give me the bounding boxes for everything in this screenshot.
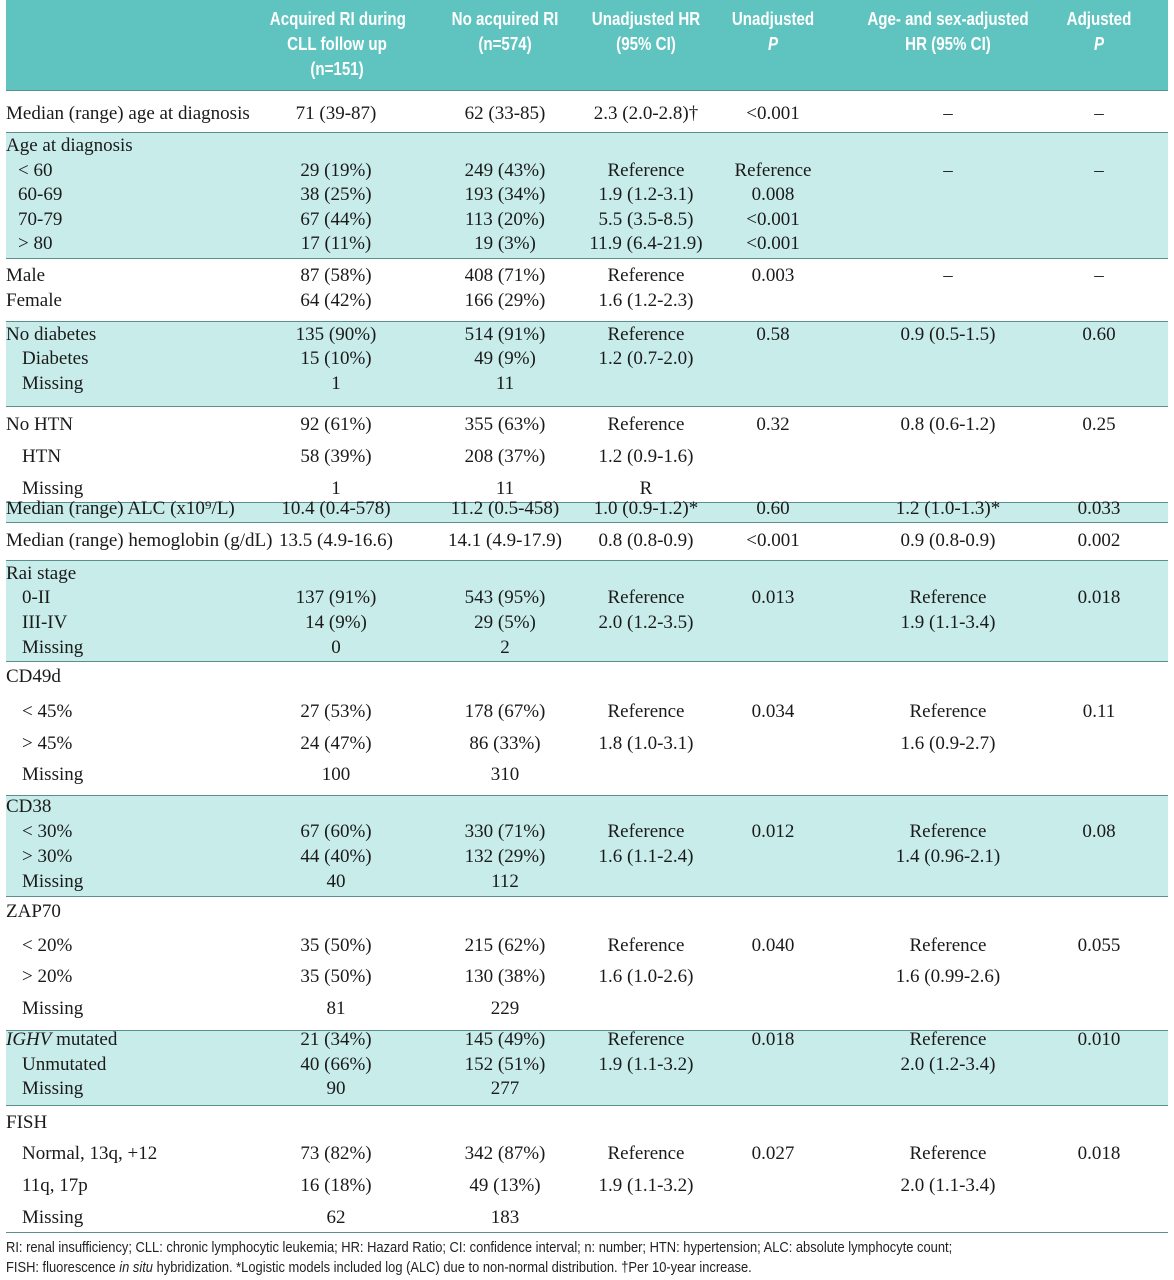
- table-cell: Reference: [607, 160, 685, 181]
- table-row: [6, 637, 1168, 659]
- table-row: [6, 998, 1168, 1020]
- row-label: > 80: [18, 233, 53, 254]
- row-label: CD49d: [6, 666, 61, 687]
- table-cell: 27 (53%): [300, 701, 372, 722]
- row-label: Missing: [22, 478, 84, 499]
- row-label: Missing: [22, 1207, 84, 1228]
- table-row: [6, 901, 1168, 923]
- table-cell: 0.027: [751, 1143, 795, 1164]
- footnote-line-1: RI: renal insufficiency; CLL: chronic lymphocytic leukemia; HR: Hazard Ratio; CI: confidence interval; n: number; HTN: hypertension; ALC: absolute lymphocyte count;: [6, 1239, 953, 1256]
- header-no-acquired-ri: No acquired RI (n=574): [451, 9, 559, 54]
- table-row: [6, 446, 1168, 468]
- table-cell: 71 (39-87): [295, 103, 377, 124]
- row-group: [6, 258, 1168, 322]
- row-label: Missing: [22, 871, 84, 892]
- table-cell: 0.60: [756, 498, 790, 519]
- table-cell: 38 (25%): [300, 184, 372, 205]
- table-cell: 17 (11%): [300, 233, 372, 254]
- row-label: No HTN: [6, 414, 74, 435]
- table-cell: 310: [490, 764, 520, 785]
- header-unadjusted-p: Unadjusted P: [731, 9, 815, 54]
- table-cell: 13.5 (4.9-16.6): [279, 530, 393, 551]
- table-cell: Reference: [734, 160, 812, 181]
- table-cell: 0.018: [1077, 587, 1121, 608]
- table-cell: Reference: [607, 821, 685, 842]
- table-cell: 183: [490, 1207, 520, 1228]
- row-label: 11q, 17p: [22, 1175, 88, 1196]
- row-group: [6, 896, 1168, 1031]
- table-header: [6, 0, 1168, 90]
- row-label: Diabetes: [22, 348, 89, 369]
- table-cell: 355 (63%): [464, 414, 546, 435]
- table-cell: 2.0 (1.2-3.5): [598, 612, 694, 633]
- row-group: [6, 1105, 1168, 1233]
- table-row: [6, 530, 1168, 552]
- table-cell: 2: [500, 637, 510, 658]
- table-cell: 1: [331, 478, 341, 499]
- row-label: < 20%: [22, 935, 73, 956]
- row-label: > 45%: [22, 733, 73, 754]
- table-cell: Reference: [607, 1143, 685, 1164]
- table-cell: –: [943, 103, 953, 124]
- table-cell: 543 (95%): [464, 587, 546, 608]
- table-cell: Reference: [909, 821, 987, 842]
- row-label: 60-69: [18, 184, 63, 205]
- row-group: [6, 522, 1168, 561]
- row-label: Female: [6, 290, 62, 311]
- table-cell: 178 (67%): [464, 701, 546, 722]
- table-cell: Reference: [607, 414, 685, 435]
- table-cell: 40: [326, 871, 346, 892]
- row-label: Missing: [22, 373, 84, 394]
- table-cell: Reference: [909, 701, 987, 722]
- table-cell: 62 (33-85): [464, 103, 546, 124]
- table-row: [6, 373, 1168, 395]
- table-row: [6, 324, 1168, 346]
- table-cell: Reference: [909, 1143, 987, 1164]
- row-label: Normal, 13q, +12: [22, 1143, 158, 1164]
- table-cell: 1.9 (1.1-3.2): [598, 1175, 694, 1196]
- row-group: [6, 661, 1168, 796]
- table-row: [6, 846, 1168, 868]
- table-cell: 1.9 (1.1-3.4): [900, 612, 996, 633]
- table-row: [6, 966, 1168, 988]
- table-cell: 0.32: [756, 414, 790, 435]
- table-cell: 58 (39%): [300, 446, 372, 467]
- table-row: [6, 1029, 1168, 1051]
- table-row: [6, 1143, 1168, 1165]
- table-cell: 64 (42%): [300, 290, 372, 311]
- table-cell: 49 (9%): [474, 348, 536, 369]
- table-cell: Reference: [607, 265, 685, 286]
- header-acquired-ri: Acquired RI during CLL follow up (n=151): [269, 9, 406, 79]
- table-cell: 81: [326, 998, 346, 1019]
- table-cell: 2.0 (1.2-3.4): [900, 1054, 996, 1075]
- header-adjusted-p: Adjusted P: [1066, 9, 1132, 54]
- table-cell: 0: [331, 637, 341, 658]
- table-cell: 1.6 (1.1-2.4): [598, 846, 694, 867]
- table-cell: 166 (29%): [464, 290, 546, 311]
- table-cell: 90: [326, 1078, 346, 1099]
- table-cell: 0.034: [751, 701, 795, 722]
- row-group: [6, 132, 1168, 259]
- table-cell: R: [639, 478, 653, 499]
- table-cell: 0.033: [1077, 498, 1121, 519]
- table-cell: 11: [495, 373, 515, 394]
- table-cell: 11.2 (0.5-458): [450, 498, 560, 519]
- table-cell: –: [1094, 265, 1104, 286]
- table-row: [6, 796, 1168, 818]
- row-label: < 30%: [22, 821, 73, 842]
- table-cell: 342 (87%): [464, 1143, 546, 1164]
- table-cell: 0.60: [1082, 324, 1116, 345]
- table-cell: 1.6 (0.99-2.6): [895, 966, 1001, 987]
- table-cell: 0.9 (0.8-0.9): [900, 530, 996, 551]
- table-cell: 21 (34%): [300, 1029, 372, 1050]
- table-cell: 0.08: [1082, 821, 1116, 842]
- table-cell: 208 (37%): [464, 446, 546, 467]
- table-row: [6, 1112, 1168, 1134]
- table-cell: 152 (51%): [464, 1054, 546, 1075]
- table-cell: 229: [490, 998, 520, 1019]
- table-cell: 100: [321, 764, 351, 785]
- table-cell: Reference: [909, 935, 987, 956]
- footnote-line-2: FISH: fluorescence in situ hybridization. *Logistic models included log (ALC) due to non-normal distribution. †Per 10-year increase.: [6, 1259, 752, 1276]
- table-cell: 1.6 (1.2-2.3): [598, 290, 694, 311]
- table-cell: 1.6 (0.9-2.7): [900, 733, 996, 754]
- table-cell: <0.001: [746, 209, 800, 230]
- row-label: < 45%: [22, 701, 73, 722]
- row-group: [6, 321, 1168, 407]
- table-cell: <0.001: [746, 530, 800, 551]
- table-cell: 145 (49%): [464, 1029, 546, 1050]
- table-cell: 1: [331, 373, 341, 394]
- table-cell: 130 (38%): [464, 966, 546, 987]
- table-cell: Reference: [909, 1029, 987, 1050]
- table-cell: –: [943, 160, 953, 181]
- table-row: [6, 1207, 1168, 1229]
- table-row: [6, 290, 1168, 312]
- header-unadjusted-hr: Unadjusted HR (95% CI): [591, 9, 701, 54]
- table-row: [6, 764, 1168, 786]
- table-cell: Reference: [607, 1029, 685, 1050]
- table-cell: 86 (33%): [469, 733, 541, 754]
- row-label: III-IV: [22, 612, 68, 633]
- table-cell: 0.9 (0.5-1.5): [900, 324, 996, 345]
- table-row: [6, 935, 1168, 957]
- table-cell: 514 (91%): [464, 324, 546, 345]
- table-cell: 0.010: [1077, 1029, 1121, 1050]
- table-row: [6, 871, 1168, 893]
- table-cell: 112: [491, 871, 519, 892]
- table-cell: 0.018: [751, 1029, 795, 1050]
- row-label: > 20%: [22, 966, 73, 987]
- table-row: [6, 733, 1168, 755]
- table-cell: 0.012: [751, 821, 795, 842]
- table-cell: <0.001: [746, 103, 800, 124]
- table-cell: 29 (19%): [300, 160, 372, 181]
- table-cell: 10.4 (0.4-578): [281, 498, 391, 519]
- row-label: 0-II: [22, 587, 51, 608]
- table-cell: 24 (47%): [300, 733, 372, 754]
- table-row: [6, 160, 1168, 182]
- table-row: [6, 587, 1168, 609]
- table-cell: 1.0 (0.9-1.2)*: [593, 498, 699, 519]
- table-row: [6, 1054, 1168, 1076]
- table-cell: 1.2 (1.0-1.3)*: [895, 498, 1001, 519]
- table-cell: 0.8 (0.6-1.2): [900, 414, 996, 435]
- table-cell: 137 (91%): [295, 587, 377, 608]
- table-cell: 67 (44%): [300, 209, 372, 230]
- table-row: [6, 563, 1168, 585]
- table-cell: 1.9 (1.2-3.1): [598, 184, 694, 205]
- row-label: Age at diagnosis: [6, 135, 133, 156]
- table-row: [6, 233, 1168, 255]
- row-group: [6, 90, 1168, 133]
- table-row: [6, 498, 1168, 520]
- table-cell: 0.8 (0.8-0.9): [598, 530, 694, 551]
- row-label: IGHV mutated: [6, 1029, 118, 1050]
- table-cell: 113 (20%): [464, 209, 546, 230]
- table-cell: 135 (90%): [295, 324, 377, 345]
- table-cell: 2.0 (1.1-3.4): [900, 1175, 996, 1196]
- table-cell: 87 (58%): [300, 265, 372, 286]
- table-cell: 193 (34%): [464, 184, 546, 205]
- table-cell: 19 (3%): [474, 233, 536, 254]
- row-label: Male: [6, 265, 46, 286]
- table-cell: Reference: [607, 935, 685, 956]
- row-label: Median (range) age at diagnosis: [6, 103, 250, 124]
- row-label: Missing: [22, 998, 84, 1019]
- table-row: [6, 265, 1168, 287]
- table-row: [6, 184, 1168, 206]
- table-bottom-rule: [6, 1232, 1168, 1233]
- table-cell: 67 (60%): [300, 821, 372, 842]
- table-cell: 35 (50%): [300, 935, 372, 956]
- table-cell: 5.5 (3.5-8.5): [598, 209, 694, 230]
- row-label: Missing: [22, 1078, 84, 1099]
- table-row: [6, 821, 1168, 843]
- row-group: [6, 795, 1168, 897]
- row-group: [6, 406, 1168, 503]
- table-row: [6, 348, 1168, 370]
- row-group: [6, 498, 1168, 523]
- table-cell: 1.2 (0.7-2.0): [598, 348, 694, 369]
- row-label: Unmutated: [22, 1054, 107, 1075]
- table-row: [6, 414, 1168, 436]
- table-cell: 0.013: [751, 587, 795, 608]
- row-group: [6, 560, 1168, 662]
- table-cell: 44 (40%): [300, 846, 372, 867]
- row-label: < 60: [18, 160, 53, 181]
- table-cell: 0.018: [1077, 1143, 1121, 1164]
- row-group: [6, 1030, 1168, 1106]
- table-cell: 0.58: [756, 324, 790, 345]
- table-cell: 49 (13%): [469, 1175, 541, 1196]
- table-cell: 29 (5%): [474, 612, 536, 633]
- row-label: Median (range) ALC (x10⁹/L): [6, 498, 235, 519]
- table-cell: Reference: [607, 324, 685, 345]
- table-cell: 14.1 (4.9-17.9): [448, 530, 562, 551]
- table-row: [6, 135, 1168, 157]
- table-cell: 62: [326, 1207, 346, 1228]
- table-row: [6, 701, 1168, 723]
- table-cell: 1.9 (1.1-3.2): [598, 1054, 694, 1075]
- table-cell: 16 (18%): [300, 1175, 372, 1196]
- row-label: CD38: [6, 796, 52, 817]
- table-row: [6, 209, 1168, 231]
- row-label: Missing: [22, 637, 84, 658]
- table-cell: 277: [490, 1078, 520, 1099]
- table-cell: 1.4 (0.96-2.1): [895, 846, 1001, 867]
- table-cell: 14 (9%): [305, 612, 367, 633]
- table-row: [6, 103, 1168, 125]
- table-cell: Reference: [607, 587, 685, 608]
- table-row: [6, 666, 1168, 688]
- table-cell: 92 (61%): [300, 414, 372, 435]
- row-label: Rai stage: [6, 563, 77, 584]
- table-cell: 249 (43%): [464, 160, 546, 181]
- table-row: [6, 612, 1168, 634]
- table-cell: –: [1094, 160, 1104, 181]
- table-cell: 1.6 (1.0-2.6): [598, 966, 694, 987]
- table-cell: 11.9 (6.4-21.9): [589, 233, 703, 254]
- table-cell: 0.008: [751, 184, 795, 205]
- table-cell: <0.001: [746, 233, 800, 254]
- table-cell: Reference: [909, 587, 987, 608]
- table-cell: 40 (66%): [300, 1054, 372, 1075]
- row-label: Missing: [22, 764, 84, 785]
- row-label: > 30%: [22, 846, 73, 867]
- table-cell: 35 (50%): [300, 966, 372, 987]
- table-cell: 1.2 (0.9-1.6): [598, 446, 694, 467]
- table-cell: 330 (71%): [464, 821, 546, 842]
- table-row: [6, 1175, 1168, 1197]
- table-cell: 0.055: [1077, 935, 1121, 956]
- table-cell: 15 (10%): [300, 348, 372, 369]
- table-footnote: [6, 1238, 1021, 1278]
- table-cell: 11: [495, 478, 515, 499]
- row-label: HTN: [22, 446, 62, 467]
- table-cell: 2.3 (2.0-2.8)†: [593, 103, 699, 124]
- table-cell: 0.003: [751, 265, 795, 286]
- table-cell: 215 (62%): [464, 935, 546, 956]
- row-label: Median (range) hemoglobin (g/dL): [6, 530, 273, 551]
- table-cell: 73 (82%): [300, 1143, 372, 1164]
- table-cell: –: [1094, 103, 1104, 124]
- row-label: 70-79: [18, 209, 63, 230]
- row-label: FISH: [6, 1112, 48, 1133]
- row-label: ZAP70: [6, 901, 61, 922]
- table-row: [6, 1078, 1168, 1100]
- table-cell: 1.8 (1.0-3.1): [598, 733, 694, 754]
- table-cell: 0.11: [1082, 701, 1116, 722]
- table-cell: 132 (29%): [464, 846, 546, 867]
- table-cell: –: [943, 265, 953, 286]
- table-cell: 0.25: [1082, 414, 1116, 435]
- table-cell: 0.040: [751, 935, 795, 956]
- table-cell: 0.002: [1077, 530, 1121, 551]
- table-cell: 408 (71%): [464, 265, 546, 286]
- table-row: [6, 478, 1168, 500]
- table-cell: Reference: [607, 701, 685, 722]
- row-label: No diabetes: [6, 324, 97, 345]
- header-adjusted-hr: Age- and sex-adjusted HR (95% CI): [867, 9, 1029, 54]
